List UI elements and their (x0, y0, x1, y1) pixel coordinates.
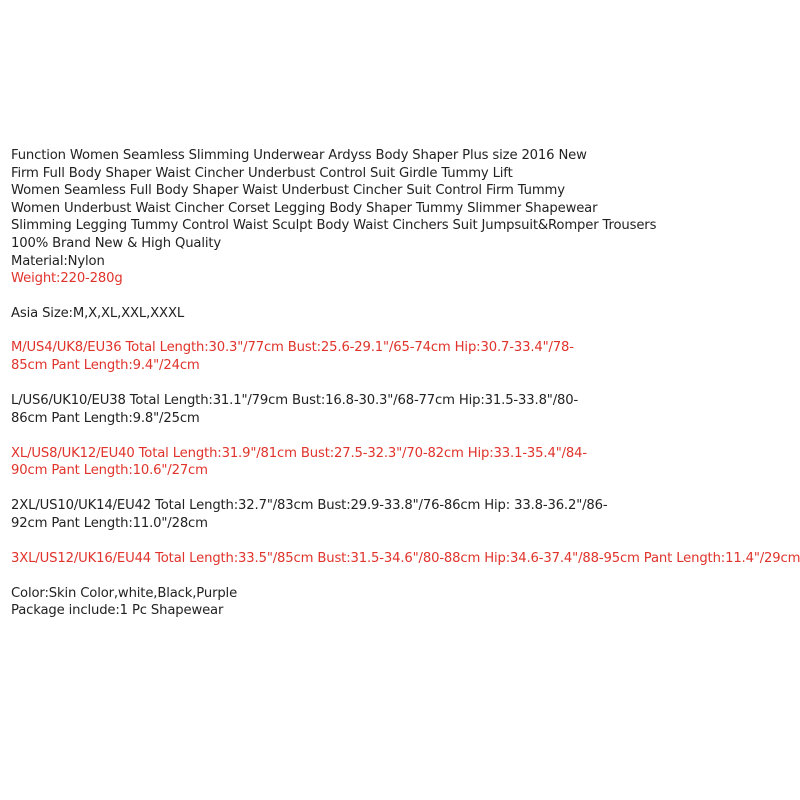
size-2xl (11, 497, 797, 533)
title-line: Women Seamless Full Body Shaper Waist Underbust Cincher Suit Control Firm Tummy (11, 183, 565, 199)
title-line: Women Underbust Waist Cincher Corset Legging Body Shaper Tummy Slimmer Shapewear (11, 200, 598, 216)
quality-text: 100% Brand New & High Quality (11, 235, 222, 251)
size-line: 85cm Pant Length:9.4"/24cm (11, 358, 200, 374)
title-line: Firm Full Body Shaper Waist Cincher Underbust Control Suit Girdle Tummy Lift (11, 165, 513, 181)
asia-size-text: Asia Size:M,X,XL,XXL,XXXL (11, 305, 185, 321)
title-line: Slimming Legging Tummy Control Waist Sculpt Body Waist Cinchers Suit Jumpsuit&Romper Trousers (11, 218, 657, 234)
weight-text: Weight:220-280g (11, 271, 123, 287)
package-text: Package include:1 Pc Shapewear (11, 603, 224, 619)
product-description (11, 147, 800, 620)
size-3xl (11, 550, 800, 568)
size-line: 92cm Pant Length:11.0"/28cm (11, 515, 208, 531)
size-xl (11, 445, 797, 481)
size-line: 3XL/US12/UK16/EU44 Total Length:33.5"/85cm Bust:31.5-34.6"/80-88cm Hip:34.6-37.4"/88-95cm Pant Length:11.4"/29cm (11, 550, 800, 566)
size-m (11, 339, 797, 375)
product-title (11, 147, 797, 235)
size-line: XL/US8/UK12/EU40 Total Length:31.9"/81cm Bust:27.5-32.3"/70-82cm Hip:33.1-35.4"/84- (11, 445, 587, 461)
size-line: 2XL/US10/UK14/EU42 Total Length:32.7"/83cm Bust:29.9-33.8"/76-86cm Hip: 33.8-36.2"/86- (11, 498, 608, 514)
color-options-text: Color:Skin Color,white,Black,Purple (11, 585, 238, 601)
size-line: 90cm Pant Length:10.6"/27cm (11, 463, 208, 479)
title-line: Function Women Seamless Slimming Underwear Ardyss Body Shaper Plus size 2016 New (11, 148, 587, 163)
size-line: 86cm Pant Length:9.8"/25cm (11, 410, 200, 426)
size-line: L/US6/UK10/EU38 Total Length:31.1"/79cm Bust:16.8-30.3"/68-77cm Hip:31.5-33.8"/80- (11, 392, 579, 408)
size-line: M/US4/UK8/EU36 Total Length:30.3"/77cm Bust:25.6-29.1"/65-74cm Hip:30.7-33.4"/78- (11, 340, 574, 356)
material-text: Material:Nylon (11, 253, 105, 269)
size-l (11, 392, 797, 428)
